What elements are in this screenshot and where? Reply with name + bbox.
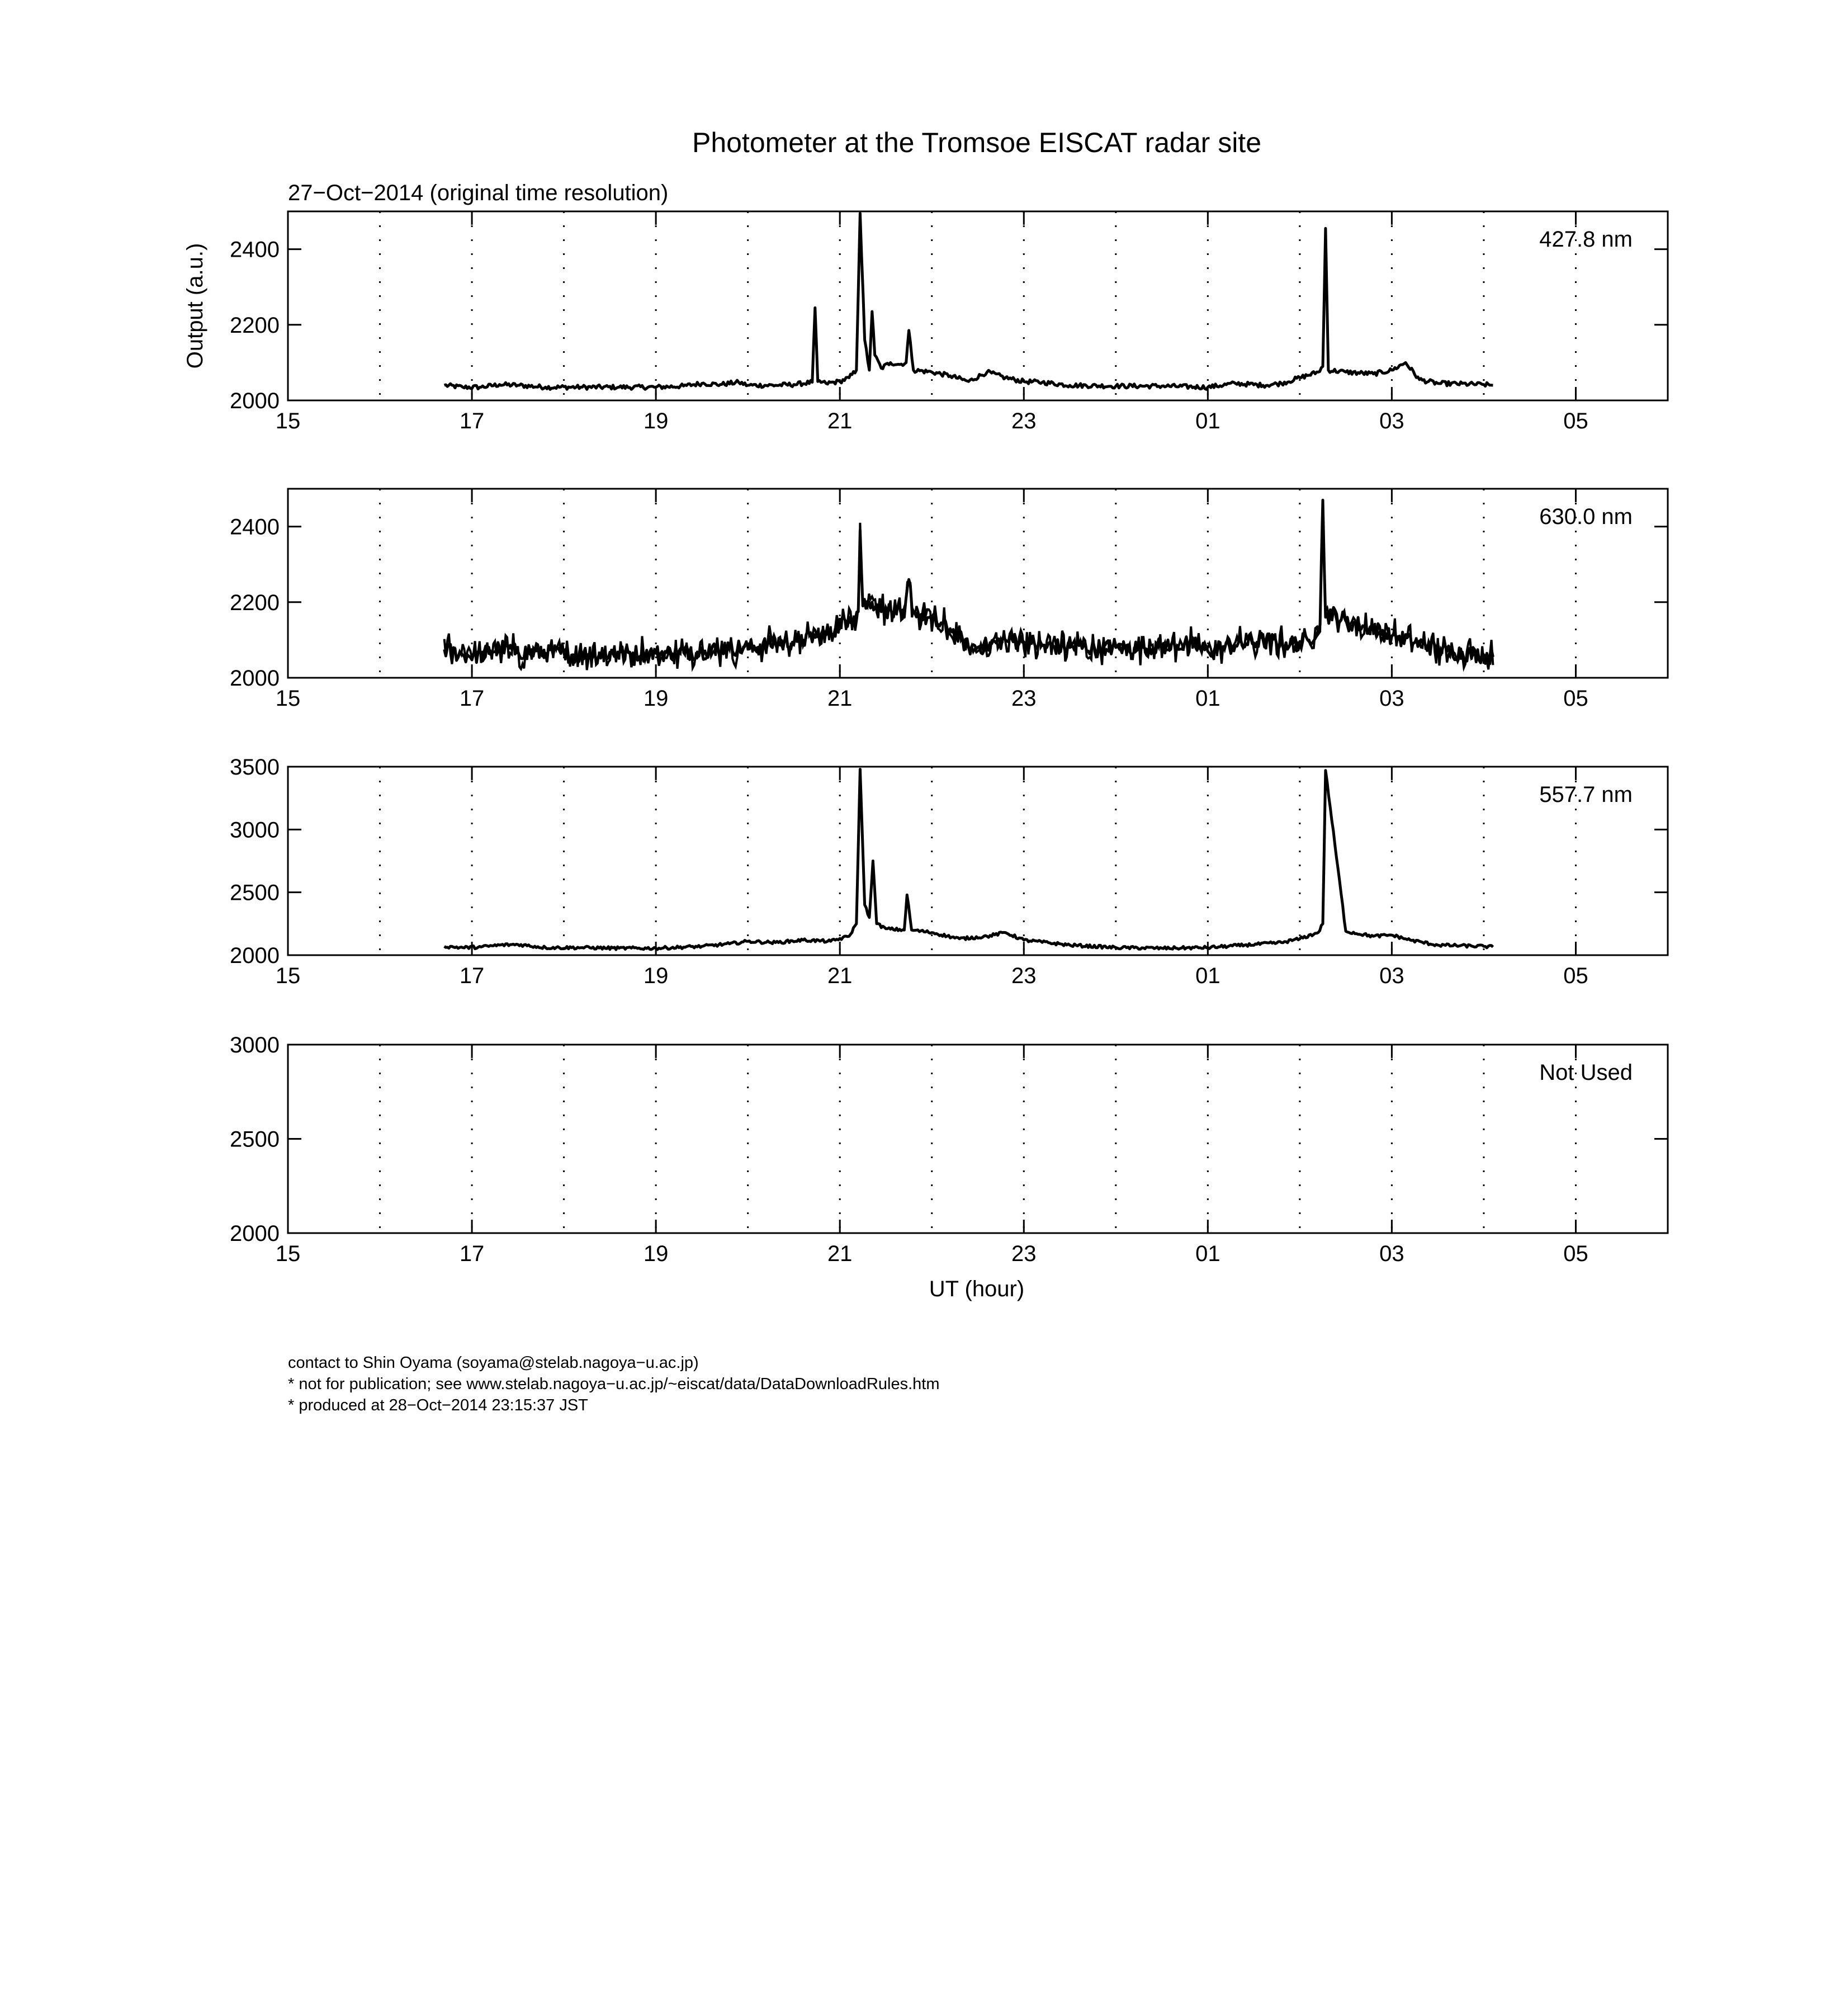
x-tick-label: 03 bbox=[1379, 409, 1404, 433]
footer-notes bbox=[288, 1352, 940, 1416]
x-tick-label: 21 bbox=[827, 1241, 853, 1266]
x-tick-label: 15 bbox=[275, 964, 301, 988]
panel-label: 557.7 nm bbox=[1539, 782, 1633, 807]
x-tick-label: 01 bbox=[1195, 409, 1220, 433]
x-tick-label: 23 bbox=[1011, 686, 1037, 711]
x-tick-label: 21 bbox=[827, 964, 853, 988]
y-tick-label: 3000 bbox=[230, 818, 280, 843]
x-tick-label: 19 bbox=[643, 1241, 669, 1266]
series-line-427-8-nm bbox=[444, 213, 1493, 389]
y-tick-label: 2200 bbox=[230, 590, 280, 615]
series-line-630-0-nm bbox=[444, 500, 1493, 664]
y-tick-label: 2000 bbox=[230, 389, 280, 413]
footer-contact: contact to Shin Oyama (soyama@stelab.nagoya−u.ac.jp) bbox=[288, 1354, 699, 1372]
axes-frame bbox=[288, 211, 1668, 400]
x-tick-label: 05 bbox=[1563, 964, 1588, 988]
series-band bbox=[444, 501, 1493, 671]
y-tick-label: 3000 bbox=[230, 1033, 280, 1057]
x-tick-label: 17 bbox=[459, 964, 485, 988]
y-tick-label: 2000 bbox=[230, 943, 280, 968]
y-tick-label: 2200 bbox=[230, 313, 280, 338]
x-tick-label: 19 bbox=[643, 409, 669, 433]
x-tick-label: 01 bbox=[1195, 1241, 1220, 1266]
x-tick-label: 15 bbox=[275, 409, 301, 433]
panel-3 bbox=[230, 755, 1668, 988]
x-tick-label: 05 bbox=[1563, 409, 1588, 433]
panel-label: 630.0 nm bbox=[1539, 504, 1633, 529]
x-tick-label: 03 bbox=[1379, 686, 1404, 711]
x-tick-label: 03 bbox=[1379, 1241, 1404, 1266]
x-tick-label: 15 bbox=[275, 686, 301, 711]
axes-frame bbox=[288, 1045, 1668, 1233]
x-tick-label: 19 bbox=[643, 686, 669, 711]
y-tick-label: 2400 bbox=[230, 237, 280, 262]
series-line-557-7-nm bbox=[444, 769, 1493, 950]
footer-rules: * not for publication; see www.stelab.nagoya−u.ac.jp/~eiscat/data/DataDownloadRules.htm bbox=[288, 1375, 940, 1393]
y-tick-label: 2500 bbox=[230, 880, 280, 905]
x-tick-label: 05 bbox=[1563, 1241, 1588, 1266]
y-tick-label: 3500 bbox=[230, 755, 280, 780]
x-tick-label: 17 bbox=[459, 1241, 485, 1266]
chart-subtitle: 27−Oct−2014 (original time resolution) bbox=[288, 181, 669, 205]
x-tick-label: 23 bbox=[1011, 964, 1037, 988]
y-tick-label: 2500 bbox=[230, 1127, 280, 1152]
panel-1 bbox=[230, 211, 1668, 433]
x-tick-label: 01 bbox=[1195, 686, 1220, 711]
x-tick-label: 19 bbox=[643, 964, 669, 988]
panel-2 bbox=[230, 489, 1668, 711]
x-tick-label: 23 bbox=[1011, 1241, 1037, 1266]
x-tick-label: 17 bbox=[459, 409, 485, 433]
chart-title: Photometer at the Tromsoe EISCAT radar site bbox=[692, 127, 1262, 158]
x-tick-label: 15 bbox=[275, 1241, 301, 1266]
axes-frame bbox=[288, 767, 1668, 955]
panel-label: 427.8 nm bbox=[1539, 227, 1633, 252]
x-tick-label: 03 bbox=[1379, 964, 1404, 988]
x-axis-label: UT (hour) bbox=[929, 1277, 1025, 1301]
y-tick-label: 2000 bbox=[230, 1221, 280, 1246]
y-tick-label: 2400 bbox=[230, 514, 280, 540]
panel-4 bbox=[230, 1033, 1668, 1266]
x-tick-label: 21 bbox=[827, 686, 853, 711]
x-tick-label: 21 bbox=[827, 409, 853, 433]
y-axis-label: Output (a.u.) bbox=[183, 243, 207, 369]
x-tick-label: 23 bbox=[1011, 409, 1037, 433]
y-tick-label: 2000 bbox=[230, 666, 280, 691]
x-tick-label: 05 bbox=[1563, 686, 1588, 711]
x-tick-label: 17 bbox=[459, 686, 485, 711]
panel-label: Not Used bbox=[1539, 1060, 1633, 1085]
footer-produced: * produced at 28−Oct−2014 23:15:37 JST bbox=[288, 1396, 588, 1414]
x-tick-label: 01 bbox=[1195, 964, 1220, 988]
panels-group bbox=[230, 211, 1668, 1266]
